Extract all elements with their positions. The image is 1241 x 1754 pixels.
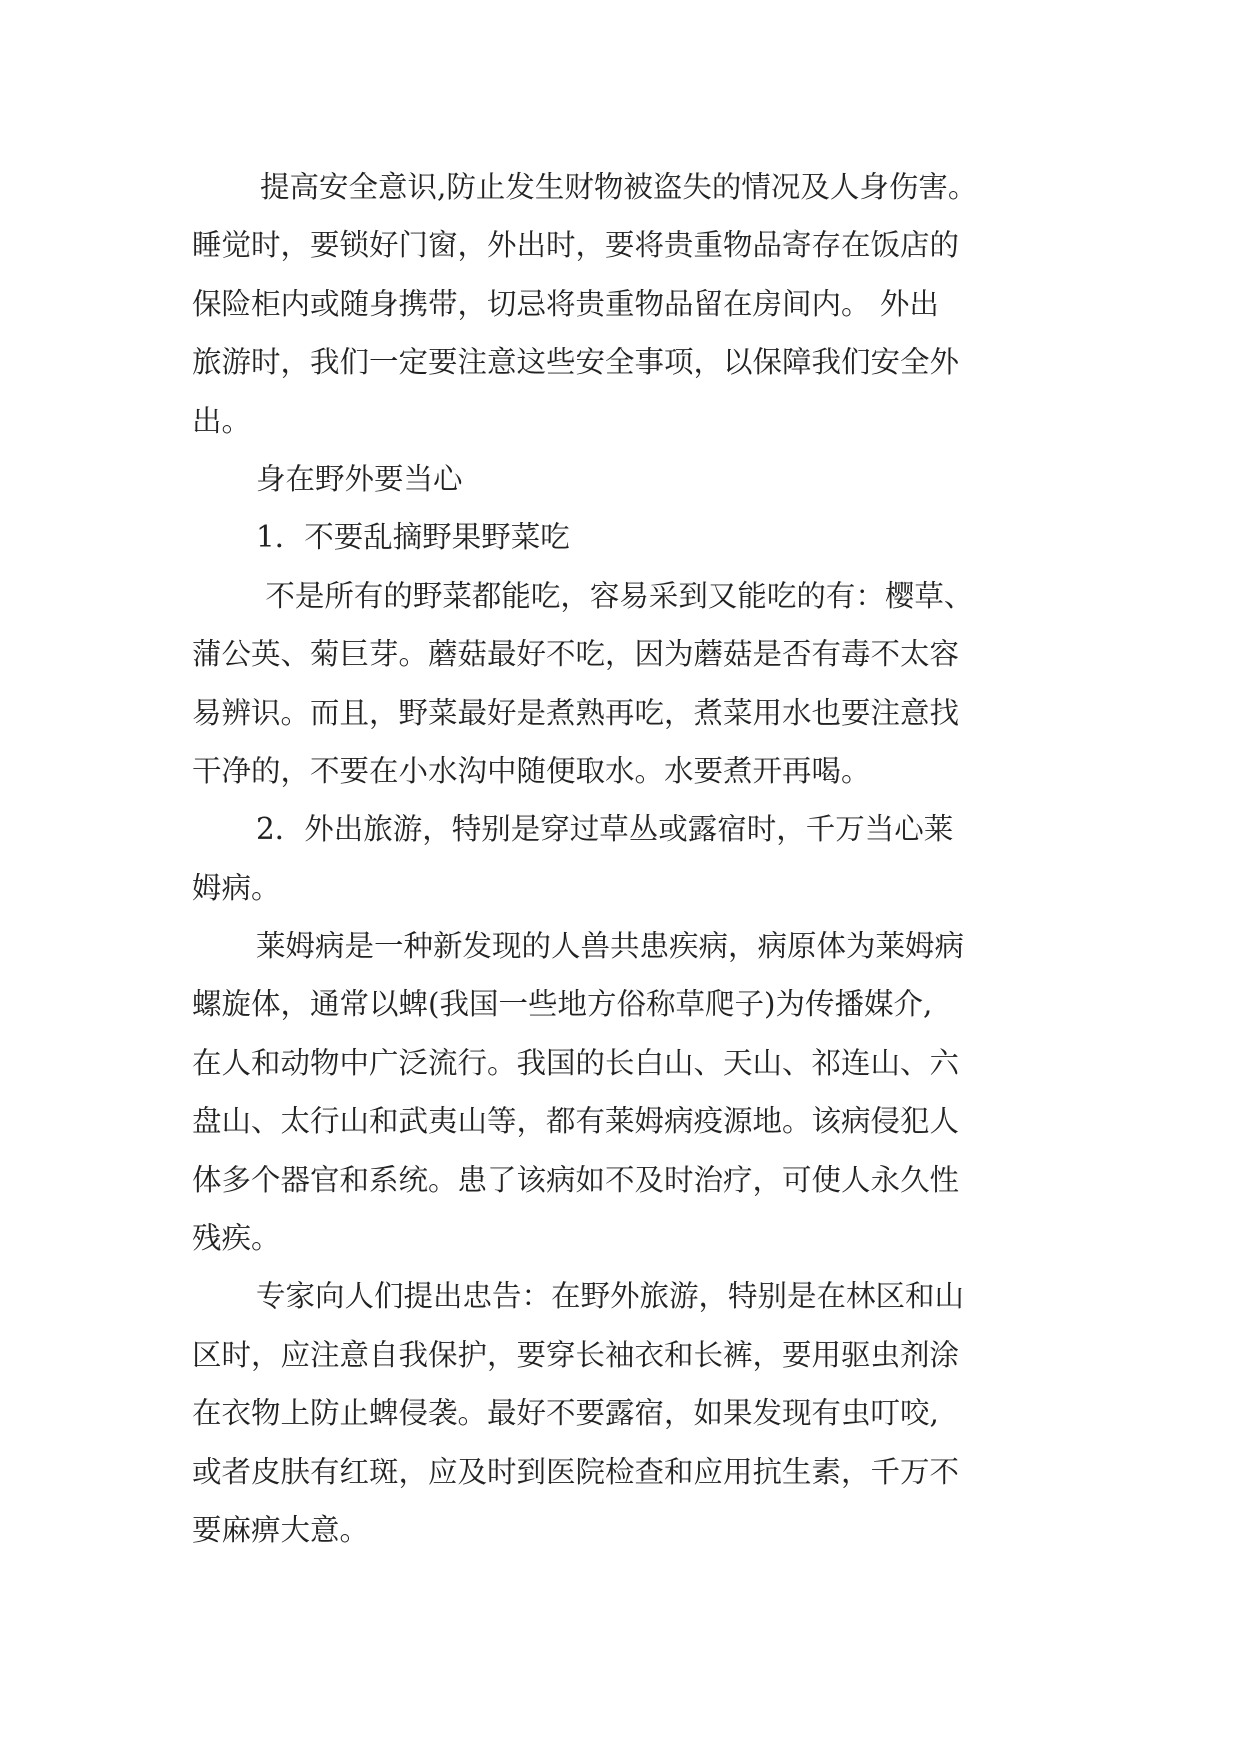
text-line: 出。 [192,403,252,438]
text-line: 不是所有的野菜都能吃，容易采到又能吃的有：樱草、 [256,578,974,613]
text-line: 姆病。 [192,870,281,905]
text-line: 提高安全意识,防止发生财物被盗失的情况及人身伤害。 [260,170,978,204]
text-line: 保险柜内或随身携带，切忌将贵重物品留在房间内。 外出 [192,286,939,321]
body-text [192,158,1072,1559]
text-line: 螺旋体，通常以蜱(我国一些地方俗称草爬子)为传播媒介, [192,987,933,1022]
list-item-heading: 1．不要乱摘野果野菜吃 [256,520,570,555]
text-line: 体多个器官和系统。患了该病如不及时治疗，可使人永久性 [192,1162,960,1197]
text-line: 易辨识。而且，野菜最好是煮熟再吃，煮菜用水也要注意找 [192,695,960,730]
text-line: 莱姆病是一种新发现的人兽共患疾病，病原体为莱姆病 [256,929,965,964]
text-line: 残疾。 [192,1221,281,1256]
text-line: 睡觉时，要锁好门窗，外出时，要将贵重物品寄存在饭店的 [192,228,960,263]
text-line: 在衣物上防止蜱侵袭。最好不要露宿，如果发现有虫叮咬, [192,1396,939,1431]
section-heading: 身在野外要当心 [256,461,463,496]
text-line: 旅游时，我们一定要注意这些安全事项，以保障我们安全外 [192,345,960,380]
text-line: 要麻痹大意。 [192,1512,370,1547]
text-line: 专家向人们提出忠告：在野外旅游，特别是在林区和山 [256,1279,965,1314]
text-line: 盘山、太行山和武夷山等，都有莱姆病疫源地。该病侵犯人 [192,1104,960,1139]
text-line: 或者皮肤有红斑，应及时到医院检查和应用抗生素，千万不 [192,1454,960,1489]
text-line: 干净的，不要在小水沟中随便取水。水要煮开再喝。 [192,753,871,788]
list-item-heading: 2．外出旅游，特别是穿过草丛或露宿时，千万当心莱 [256,812,954,847]
text-line: 区时，应注意自我保护，要穿长袖衣和长裤，要用驱虫剂涂 [192,1337,960,1372]
text-line: 在人和动物中广泛流行。我国的长白山、天山、祁连山、六 [192,1045,960,1080]
text-line: 蒲公英、菊巨芽。蘑菇最好不吃，因为蘑菇是否有毒不太容 [192,637,960,672]
